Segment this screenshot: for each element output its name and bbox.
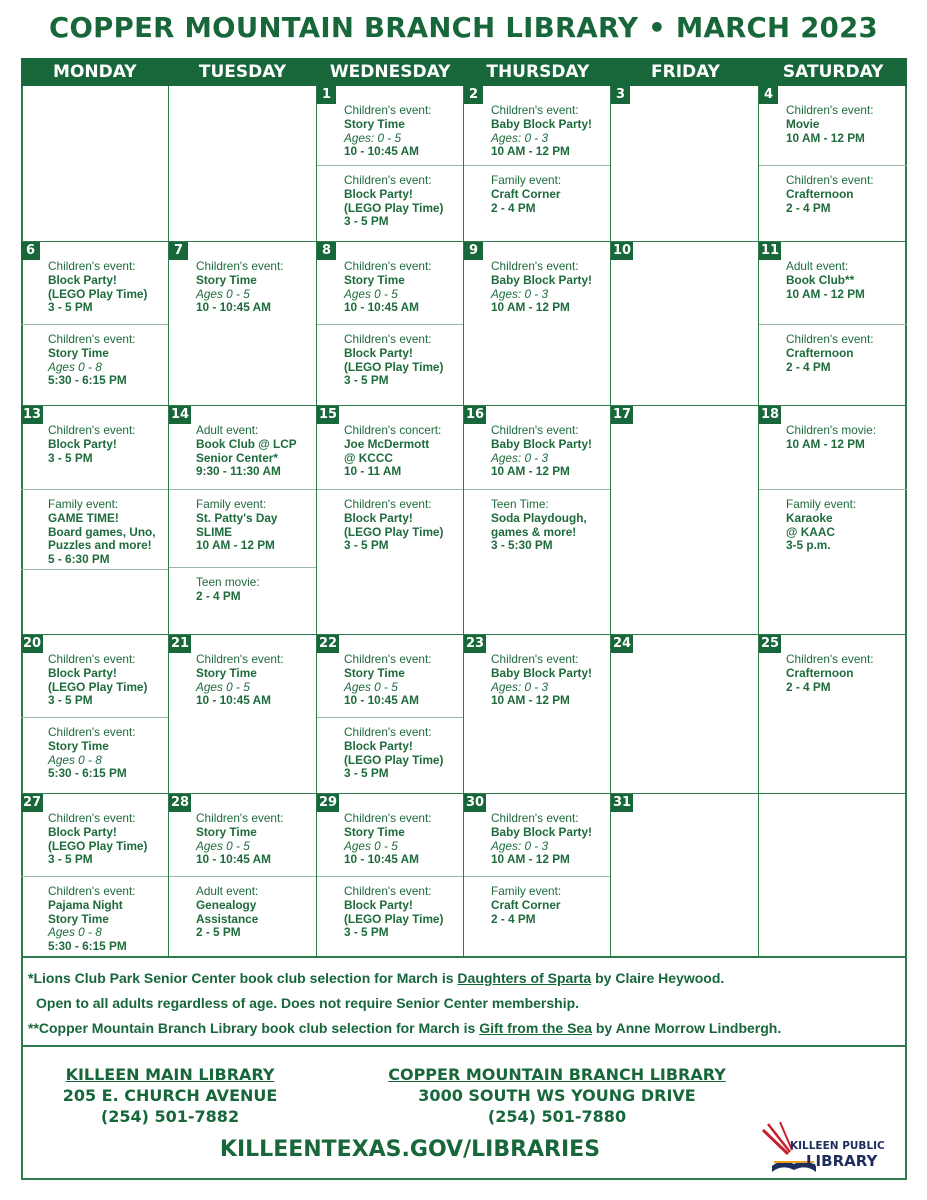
calendar-day-cell (464, 242, 611, 406)
event-detail: Baby Block Party! (491, 665, 592, 680)
event-category: Children's event: (344, 103, 432, 117)
event-detail: games & more! (491, 524, 577, 539)
calendar-event (169, 242, 316, 315)
website-link[interactable]: KILLEENTEXAS.GOV/LIBRARIES (219, 1137, 601, 1162)
calendar-day-cell (464, 86, 611, 242)
calendar-event (169, 635, 316, 708)
calendar-event (21, 718, 168, 781)
day-number: 29 (318, 795, 338, 810)
calendar-event (759, 166, 907, 215)
event-category: Family event: (491, 173, 562, 187)
weekday-label: FRIDAY (651, 62, 720, 82)
event-time: 3 - 5 PM (344, 925, 389, 940)
page-title: COPPER MOUNTAIN BRANCH LIBRARY • MARCH 2023 (49, 12, 878, 44)
event-category: Children's event: (48, 652, 136, 666)
event-category: Children's event: (491, 423, 579, 437)
event-detail: (LEGO Play Time) (48, 286, 148, 301)
event-time: 10 AM - 12 PM (491, 693, 570, 708)
event-detail: (LEGO Play Time) (48, 838, 148, 853)
event-detail: (LEGO Play Time) (344, 911, 444, 926)
event-time: 9:30 - 11:30 AM (196, 464, 281, 479)
event-time: 5 - 6:30 PM (48, 552, 110, 567)
logo-text-line1: KILLEEN PUBLIC (790, 1140, 885, 1152)
day-number: 3 (611, 86, 630, 104)
calendar-event (464, 406, 610, 490)
day-number: 1 (317, 86, 336, 104)
event-detail: Block Party! (344, 738, 413, 753)
event-detail: Ages 0 - 5 (196, 286, 250, 301)
branch-library-name: COPPER MOUNTAIN BRANCH LIBRARY (388, 1065, 726, 1084)
event-time: 3 - 5 PM (344, 538, 389, 553)
day-number: 24 (612, 636, 632, 651)
event-detail: Block Party! (344, 510, 413, 525)
day-number: 2 (464, 86, 483, 104)
weekday-label: THURSDAY (486, 62, 590, 82)
event-detail: Block Party! (48, 824, 117, 839)
event-category: Teen Time: (491, 497, 549, 511)
event-category: Children's event: (344, 811, 432, 825)
calendar-day-cell (611, 86, 759, 242)
event-detail: Ages 0 - 5 (344, 838, 398, 853)
weekday-header (21, 58, 907, 86)
event-detail: Craft Corner (491, 897, 561, 912)
event-category: Teen movie: (196, 575, 260, 589)
event-detail: Movie (786, 116, 820, 131)
logo-text-line2: LIBRARY (806, 1152, 878, 1170)
calendar-day-cell (317, 406, 464, 635)
event-time: 10 - 10:45 AM (344, 300, 419, 315)
calendar-day-cell (21, 86, 169, 242)
day-number: 15 (318, 407, 338, 422)
event-detail: Senior Center* (196, 450, 278, 465)
calendar-day-cell (21, 242, 169, 406)
calendar-day-cell (759, 242, 907, 406)
event-time: 3 - 5 PM (344, 214, 389, 229)
event-category: Children's event: (344, 725, 432, 739)
calendar-day-cell (464, 406, 611, 635)
day-number: 23 (465, 636, 485, 651)
calendar-event (464, 166, 610, 215)
calendar-event (317, 718, 463, 781)
calendar-event (759, 242, 907, 325)
event-detail: Ages: 0 - 3 (491, 130, 549, 145)
calendar-day-cell (169, 242, 317, 406)
event-time: 3 - 5 PM (48, 852, 93, 867)
calendar-event (317, 877, 463, 940)
event-detail: (LEGO Play Time) (344, 752, 444, 767)
event-time: 2 - 4 PM (786, 200, 831, 215)
calendar-event (21, 490, 168, 570)
day-number: 7 (169, 242, 188, 260)
calendar-day-cell (759, 794, 907, 958)
event-detail: St. Patty's Day (196, 510, 278, 525)
calendar-day-cell (317, 635, 464, 794)
event-detail: Ages 0 - 5 (344, 286, 398, 301)
calendar-day-cell (611, 242, 759, 406)
event-time: 3 - 5 PM (48, 300, 93, 315)
note-text: by Claire Heywood. (591, 970, 725, 986)
calendar-event (169, 794, 316, 877)
calendar-day-cell (21, 635, 169, 794)
weekday-label: SATURDAY (782, 62, 884, 82)
event-category: Children's event: (344, 497, 432, 511)
event-detail: (LEGO Play Time) (344, 200, 444, 215)
event-category: Children's event: (344, 652, 432, 666)
day-number: 21 (170, 636, 190, 651)
event-detail: Craft Corner (491, 186, 561, 201)
event-time: 3 - 5 PM (48, 450, 93, 465)
event-category: Children's movie: (786, 423, 877, 437)
event-detail: (LEGO Play Time) (344, 359, 444, 374)
calendar-day-cell (464, 635, 611, 794)
day-number: 30 (465, 795, 485, 810)
event-detail: Genealogy (196, 897, 257, 912)
branch-library-address (357, 1064, 757, 1127)
event-time: 2 - 4 PM (786, 359, 831, 374)
event-category: Children's event: (786, 332, 874, 346)
event-time: 3 - 5 PM (344, 373, 389, 388)
day-number: 20 (22, 636, 42, 651)
calendar-event (464, 635, 610, 708)
event-detail: Ages: 0 - 3 (491, 286, 549, 301)
event-detail: Joe McDermott (344, 436, 430, 451)
note-text: *Lions Club Park Senior Center book club selection for March is (28, 970, 458, 986)
event-detail: Board games, Uno, (48, 524, 156, 539)
calendar-event (464, 794, 610, 877)
event-detail: Block Party! (48, 272, 117, 287)
event-detail: Block Party! (48, 665, 117, 680)
event-detail: Book Club @ LCP (196, 436, 297, 451)
event-detail: (LEGO Play Time) (48, 679, 148, 694)
event-detail: Baby Block Party! (491, 272, 592, 287)
event-category: Family event: (786, 497, 857, 511)
event-detail: Ages 0 - 8 (48, 752, 102, 767)
day-number: 18 (760, 407, 780, 422)
calendar-event (759, 635, 907, 694)
book-title-link[interactable]: Gift from the Sea (479, 1020, 592, 1036)
calendar-day-cell (169, 86, 317, 242)
main-library-address (20, 1064, 320, 1127)
event-detail: Ages: 0 - 5 (344, 130, 402, 145)
event-time: 10 - 10:45 AM (344, 144, 419, 159)
weekday-label: TUESDAY (198, 62, 287, 82)
calendar-event (21, 635, 168, 718)
event-detail: Ages 0 - 8 (48, 359, 102, 374)
event-category: Family event: (491, 884, 562, 898)
event-category: Children's event: (491, 259, 579, 273)
day-number: 16 (465, 407, 485, 422)
event-time: 5:30 - 6:15 PM (48, 373, 127, 388)
event-detail: Story Time (344, 824, 405, 839)
event-time: 10 - 10:45 AM (196, 852, 271, 867)
event-category: Children's event: (491, 652, 579, 666)
day-number: 22 (318, 636, 338, 651)
event-category: Children's event: (344, 173, 432, 187)
calendar-event (464, 490, 610, 553)
event-time: 10 AM - 12 PM (786, 130, 865, 145)
calendar-event (464, 877, 610, 926)
event-detail: Ages 0 - 5 (196, 679, 250, 694)
calendar-day-cell (21, 406, 169, 635)
event-detail: Story Time (344, 665, 405, 680)
calendar-day-cell (317, 86, 464, 242)
calendar-event (759, 86, 907, 166)
event-category: Children's event: (196, 811, 284, 825)
weekday-label: WEDNESDAY (329, 62, 451, 82)
calendar-day-cell (317, 794, 464, 958)
day-number: 28 (170, 795, 190, 810)
event-category: Children's event: (48, 332, 136, 346)
event-time: 2 - 5 PM (196, 925, 241, 940)
weekday-label: MONDAY (53, 62, 137, 82)
event-time: 5:30 - 6:15 PM (48, 766, 127, 781)
note-text: **Copper Mountain Branch Library book club selection for March is (28, 1020, 480, 1036)
calendar-event (317, 86, 463, 166)
event-detail: Story Time (48, 345, 109, 360)
calendar-event (317, 242, 463, 325)
event-category: Children's event: (48, 259, 136, 273)
day-number: 17 (612, 407, 632, 422)
book-title-link[interactable]: Daughters of Sparta (457, 970, 592, 986)
event-detail: GAME TIME! (48, 510, 119, 525)
calendar-event (21, 325, 168, 388)
event-category: Family event: (48, 497, 119, 511)
event-time: 10 AM - 12 PM (491, 852, 570, 867)
calendar-day-cell (759, 406, 907, 635)
day-number: 14 (170, 407, 190, 422)
killeen-library-logo (758, 1120, 898, 1175)
event-category: Adult event: (196, 884, 259, 898)
calendar-event (464, 242, 610, 315)
event-time: 3-5 p.m. (786, 538, 831, 553)
day-number: 13 (22, 407, 42, 422)
event-detail: Crafternoon (786, 345, 854, 360)
calendar-day-cell (21, 794, 169, 958)
main-library-street: 205 E. CHURCH AVENUE (62, 1086, 278, 1105)
event-category: Children's event: (48, 884, 136, 898)
calendar-event (317, 794, 463, 877)
book-club-notes (21, 959, 907, 1047)
calendar-event (21, 406, 168, 490)
day-number: 9 (464, 242, 483, 260)
event-time: 3 - 5 PM (48, 693, 93, 708)
event-time: 10 AM - 12 PM (491, 144, 570, 159)
calendar-event (317, 406, 463, 490)
event-category: Adult event: (196, 423, 259, 437)
event-detail: Baby Block Party! (491, 824, 592, 839)
calendar-event (317, 490, 463, 553)
note-text: by Anne Morrow Lindbergh. (591, 1020, 782, 1036)
event-category: Children's event: (196, 259, 284, 273)
event-time: 10 - 10:45 AM (196, 300, 271, 315)
event-detail: (LEGO Play Time) (344, 524, 444, 539)
event-category: Children's event: (196, 652, 284, 666)
event-detail: SLIME (196, 524, 233, 539)
event-time: 10 AM - 12 PM (786, 436, 865, 451)
event-time: 5:30 - 6:15 PM (48, 939, 127, 954)
note-open-to-adults: Open to all adults regardless of age. Does not require Senior Center membership. (36, 995, 580, 1011)
calendar-event (317, 635, 463, 718)
event-time: 10 - 10:45 AM (196, 693, 271, 708)
calendar-day-cell (611, 794, 759, 958)
event-category: Children's event: (48, 423, 136, 437)
event-detail: Block Party! (344, 897, 413, 912)
event-detail: Ages 0 - 5 (344, 679, 398, 694)
event-category: Family event: (196, 497, 267, 511)
event-detail: Block Party! (48, 436, 117, 451)
event-detail: Story Time (196, 665, 257, 680)
event-detail: Story Time (196, 272, 257, 287)
event-category: Children's concert: (344, 423, 442, 437)
event-category: Children's event: (344, 259, 432, 273)
event-category: Children's event: (786, 173, 874, 187)
day-number: 10 (612, 243, 632, 258)
calendar-event (759, 490, 907, 553)
event-detail: Baby Block Party! (491, 436, 592, 451)
calendar-event (464, 86, 610, 166)
event-detail: Story Time (48, 911, 109, 926)
event-time: 10 - 11 AM (344, 464, 402, 479)
calendar-event (317, 166, 463, 229)
event-detail: Ages 0 - 5 (196, 838, 250, 853)
calendar-day-cell (317, 242, 464, 406)
calendar-event (759, 325, 907, 374)
main-library-phone: (254) 501-7882 (100, 1107, 240, 1126)
event-time: 2 - 4 PM (491, 911, 536, 926)
event-detail: Block Party! (344, 186, 413, 201)
event-detail: Book Club** (786, 272, 855, 287)
main-library-name: KILLEEN MAIN LIBRARY (65, 1065, 275, 1084)
event-time: 2 - 4 PM (786, 679, 831, 694)
calendar-day-cell (169, 635, 317, 794)
calendar-event (169, 490, 316, 568)
event-detail: Pajama Night (48, 897, 123, 912)
calendar-day-cell (759, 86, 907, 242)
event-time: 10 AM - 12 PM (491, 464, 570, 479)
event-time: 10 AM - 12 PM (196, 538, 275, 553)
calendar-event (317, 325, 463, 388)
note-branch-book-club (28, 1020, 781, 1036)
calendar-event (21, 877, 168, 954)
event-detail: Karaoke (786, 510, 833, 525)
calendar-day-cell (169, 794, 317, 958)
note-senior-center (28, 970, 724, 986)
event-detail: Story Time (196, 824, 257, 839)
event-detail: Baby Block Party! (491, 116, 592, 131)
calendar-event (21, 794, 168, 877)
event-category: Children's event: (491, 103, 579, 117)
event-detail: Ages: 0 - 3 (491, 838, 549, 853)
calendar-day-cell (169, 406, 317, 635)
event-detail: Ages 0 - 8 (48, 925, 102, 940)
event-category: Children's event: (48, 811, 136, 825)
event-detail: Block Party! (344, 345, 413, 360)
event-detail: Assistance (196, 911, 259, 926)
event-time: 2 - 4 PM (491, 200, 536, 215)
event-time: 10 - 10:45 AM (344, 852, 419, 867)
event-time: 10 AM - 12 PM (786, 286, 865, 301)
event-detail: Puzzles and more! (48, 538, 152, 553)
event-category: Children's event: (48, 725, 136, 739)
calendar-event (169, 568, 316, 604)
day-number: 11 (760, 243, 780, 258)
event-detail: Crafternoon (786, 665, 854, 680)
day-number: 6 (21, 242, 40, 260)
branch-library-phone: (254) 501-7880 (487, 1107, 627, 1126)
calendar-event (759, 406, 907, 490)
day-number: 4 (759, 86, 778, 104)
event-time: 3 - 5 PM (344, 766, 389, 781)
event-time: 10 AM - 12 PM (491, 300, 570, 315)
event-category: Children's event: (786, 652, 874, 666)
event-category: Children's event: (491, 811, 579, 825)
event-detail: Story Time (48, 738, 109, 753)
event-detail: Soda Playdough, (491, 510, 587, 525)
day-number: 27 (22, 795, 42, 810)
event-category: Children's event: (344, 884, 432, 898)
event-detail: Ages: 0 - 3 (491, 450, 549, 465)
day-number: 25 (760, 636, 780, 651)
calendar-day-cell (464, 794, 611, 958)
event-time: 10 - 10:45 AM (344, 693, 419, 708)
calendar-day-cell (759, 635, 907, 794)
event-detail: Story Time (344, 272, 405, 287)
event-time: 2 - 4 PM (196, 588, 241, 603)
calendar-event (21, 242, 168, 325)
event-detail: Story Time (344, 116, 405, 131)
event-detail: Crafternoon (786, 186, 854, 201)
calendar-day-cell (611, 635, 759, 794)
event-detail: @ KCCC (344, 450, 393, 465)
event-detail: @ KAAC (786, 524, 835, 539)
event-time: 3 - 5:30 PM (491, 538, 553, 553)
day-number: 31 (612, 795, 632, 810)
day-number: 8 (317, 242, 336, 260)
calendar-day-cell (611, 406, 759, 635)
calendar-event (169, 406, 316, 490)
event-category: Children's event: (786, 103, 874, 117)
event-category: Adult event: (786, 259, 849, 273)
branch-library-street: 3000 SOUTH WS YOUNG DRIVE (418, 1086, 696, 1105)
event-detail: Ages: 0 - 3 (491, 679, 549, 694)
calendar-event (169, 877, 316, 940)
event-category: Children's event: (344, 332, 432, 346)
